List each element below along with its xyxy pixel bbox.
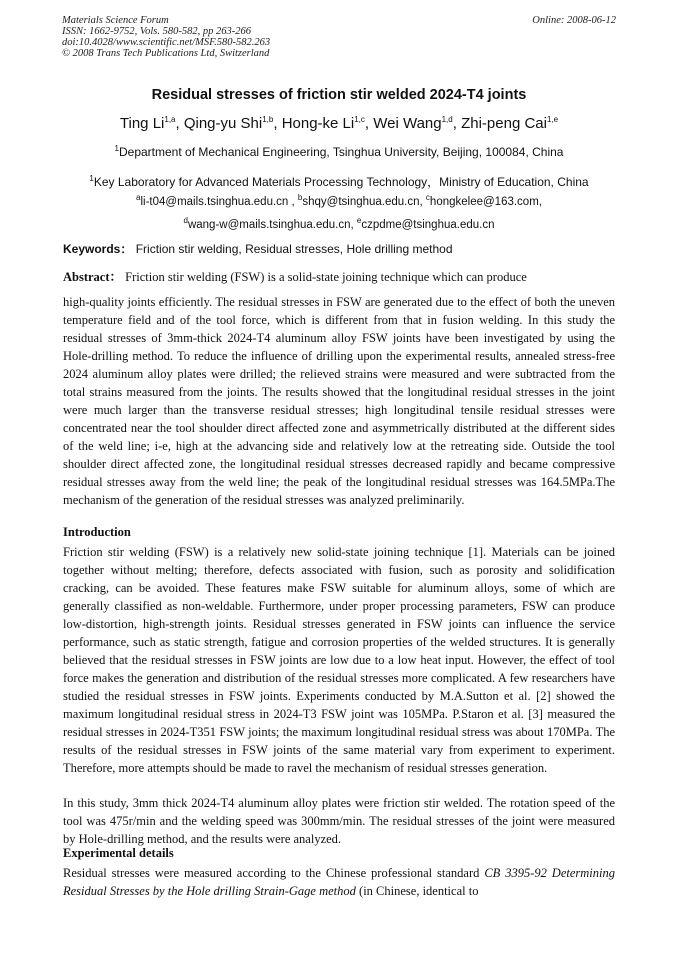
email-address[interactable]: wang-w@mails.tsinghua.edu.cn [187,219,351,231]
issn-line: ISSN: 1662-9752, Vols. 580-582, pp 263-266 [62,26,251,37]
introduction-paragraph-1: Friction stir welding (FSW) is a relatively new solid-state joining technique [1]. Materials can be joined together without melting; therefore, defects associated with fusion, such as porosity and solidification cracking, can be avoided. These features make FSW suitable for aluminum alloys, some of which are generally classified as non-weldable. Furthermore, under proper processing parameters, FSW can produce low-distortion, high-strength joints. Residual stresses generated in FSW joints can influence the service performance, such as static strength, fatigue and corrosion properties of the welded structures. It is generally believed that the residual stresses in FSW joints are low due to a low heat input. However, the effect of tool force makes the generation and distribution of the residual stresses more complicated. A few researchers have studied the residual stresses in FSW joints. Experiments conducted by M.A.Sutton et al. [2] showed the maximum longitudinal residual stress in 2024-T3 FSW joint was 105MPa. P.Staron et al. [3] measured the residual stresses in 2024-T351 FSW joints; the maximum longitudinal residual stress was about 170MPa. The results of the residual stresses in FSW joints of the same material vary from experiment to experiment. Therefore, more attempts should be made to ravel the mechanism of residual stresses generation. [63,545,615,775]
abstract-body: high-quality joints efficiently. The residual stresses in FSW are generated due to the effect of both the uneven temperature field and of the tool force, which is different from that in fusion welding. In this study the residual stresses of 3mm-thick 2024-T4 aluminum alloy FSW joints have been investigated by using the Hole-drilling method. To reduce the influence of drilling upon the experimental results, annealed stress-free 2024 aluminum alloy plates were drilled; the relieved strains were measured and were subtracted from the total strains measured from the joints. The results showed that the longitudinal residual stresses in the joint were much larger than the transverse residual stresses; high longitudinal tensile residual stresses were concentrated near the tool shoulder direct affected zone and asymmetrically distributed at the different sides of the weld line; i-e, high at the advancing side and relatively low at the retreating side. Outside the tool shoulder direct affected zone, the longitudinal residual stresses decreased rapidly and became compressive residual stresses away from the weld line; the peak of the longitudinal residual stresses was 164.5MPa.The mechanism of the generation of the residual stresses was analyzed preliminarily. [63,295,615,507]
author-sup: 1,e [546,115,559,124]
email-address[interactable]: czpdme@tsinghua.edu.cn [361,219,495,231]
keywords-label: Keywords： [63,242,133,256]
affiliation-sup: 1 [89,174,94,183]
email-sup: e [356,216,362,226]
author-sup: 1,b [262,115,274,124]
email-sup: c [425,193,430,203]
affiliation-sup: 1 [114,144,119,153]
doi-line[interactable]: doi:10.4028/www.scientific.net/MSF.580-582.263 [62,37,271,48]
author-list: Ting Li$^{1,a}$, Qing-yu Shi$^{1,b}$, Hong-ke Li$^{1,c}$, Wei Wang$^{1,d}$, Zhi-peng Cai$^{1,e}$ [119,115,559,132]
email-sup: d [183,216,188,226]
experimental-text-before: Residual stresses were measured according to the Chinese professional standard [63,866,485,880]
author-sup: 1,a [164,115,176,124]
keywords [63,240,453,257]
author-name: Qing-yu Shi [183,115,263,132]
journal-name: Materials Science Forum [62,15,169,26]
email-line-1: $^a$li-t04@mails.tsinghua.edu.cn , $^b$shqy@tsinghua.edu.cn, $^c$hongkelee@163.com, [136,193,542,208]
online-date: Online: 2008-06-12 [532,15,616,26]
keywords-text: Friction stir welding, Residual stresses, Hole drilling method [135,242,453,256]
abstract-label: Abstract： [63,270,123,284]
standard-reference: CB 3395-92 Determining Residual Stresses by the Hole drilling Strain-Gage method [63,866,615,898]
email-sup: a [136,193,141,203]
author-sup: 1,d [441,115,453,124]
affiliation-2 [0,173,678,190]
author-name: Ting Li [119,115,165,132]
journal-header [62,15,422,59]
author-sup: 1,c [354,115,365,124]
author-name: Zhi-peng Cai [461,115,547,132]
email-sup: b [297,193,303,203]
email-address[interactable]: hongkelee@163.com [429,196,539,208]
affiliation-text: Key Laboratory for Advanced Materials Processing Technology，Ministry of Education, China [93,175,589,189]
experimental-paragraph [63,864,615,900]
experimental-heading: Experimental details [63,846,174,860]
copyright-line: © 2008 Trans Tech Publications Ltd, Switzerland [62,48,270,59]
author-name: Hong-ke Li [281,115,355,132]
paper-title: Residual stresses of friction stir welded 2024-T4 joints [151,87,527,103]
author-name: Wei Wang [373,115,442,132]
abstract-first-text: Friction stir welding (FSW) is a solid-state joining technique which can produce [125,270,527,284]
experimental-text-after: (in Chinese, identical to [355,884,479,898]
email-address[interactable]: shqy@tsinghua.edu.cn [302,196,420,208]
abstract-first-line [63,268,615,286]
affiliation-text: Department of Mechanical Engineering, Tsinghua University, Beijing, 100084, China [118,145,564,159]
email-address[interactable]: li-t04@mails.tsinghua.edu.cn [140,196,289,208]
affiliation-1 [0,145,678,159]
introduction-heading: Introduction [63,525,131,539]
email-line-2: $^d$wang-w@mails.tsinghua.edu.cn, $^e$czpdme@tsinghua.edu.cn [183,216,495,231]
introduction-paragraph-2: In this study, 3mm thick 2024-T4 aluminum alloy plates were friction stir welded. The rotation speed of the tool was 475r/min and the welding speed was 300mm/min. The residual stresses of the joint were measured by Hole-drilling method, and the results were analyzed. [63,796,615,846]
